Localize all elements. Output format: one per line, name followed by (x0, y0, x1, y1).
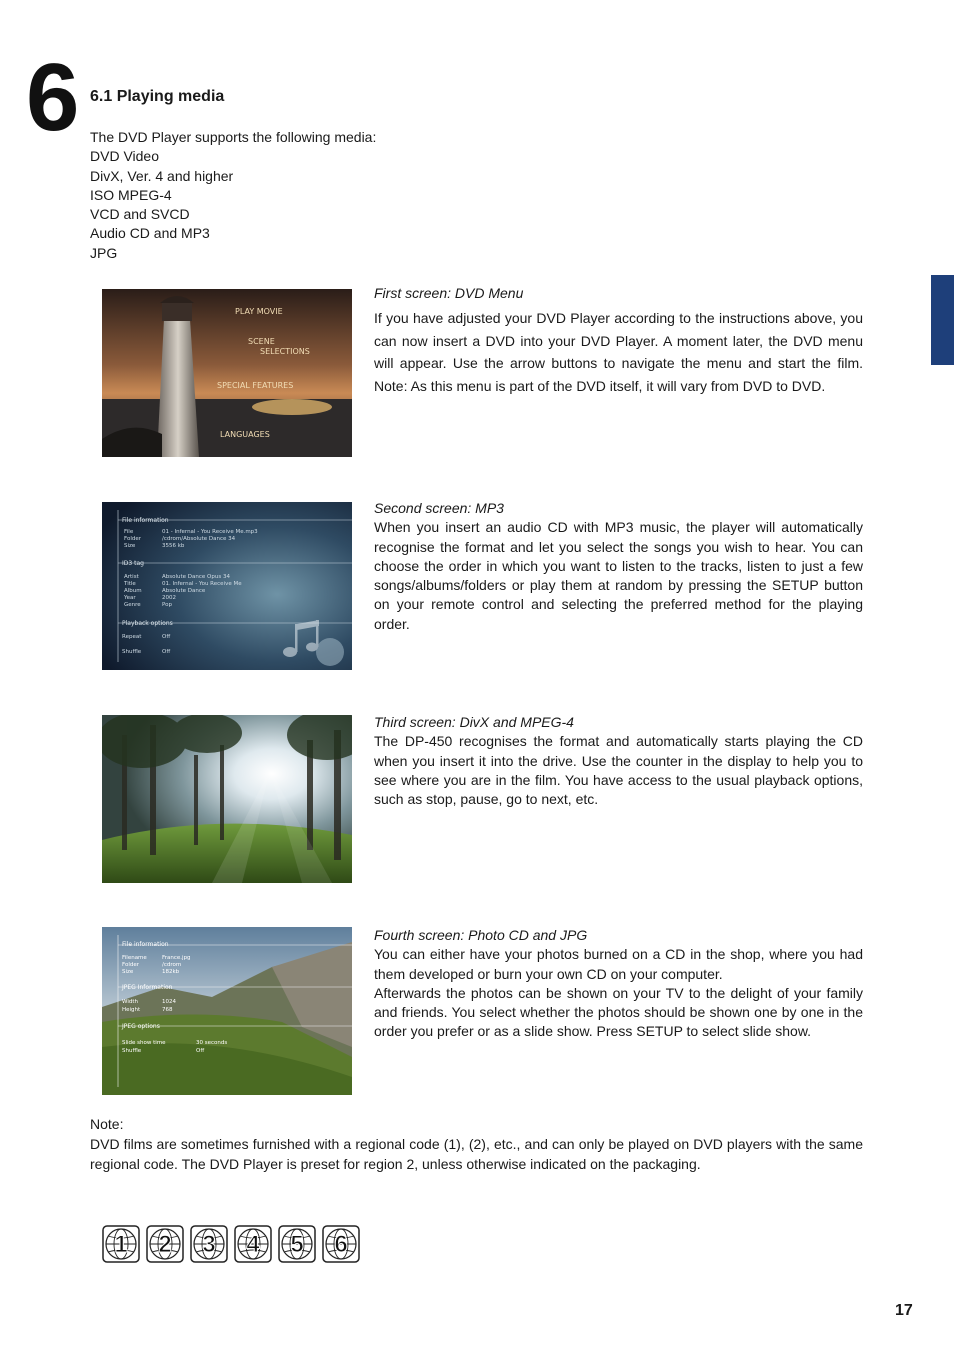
screen-caption: Second screen: MP3 (374, 500, 504, 516)
field-label: File (124, 529, 134, 535)
field-value: Off (162, 634, 171, 640)
field-value: Absolute Dance Opus 34 (162, 574, 230, 580)
field-label: Year (124, 595, 136, 601)
mp3-info-screen (102, 502, 352, 670)
field-label: Shuffle (122, 1048, 142, 1054)
screen-description-dvd (374, 284, 863, 397)
note-label: Note: (90, 1116, 124, 1132)
field-value: 2002 (162, 595, 176, 601)
media-item: VCD and SVCD (90, 206, 190, 223)
field-value: 182kb (162, 969, 180, 975)
field-label: Size (124, 543, 136, 549)
field-label: Artist (124, 574, 139, 580)
menu-play-movie: PLAY MOVIE (235, 307, 283, 316)
field-value: /cdrom/Absolute Dance 34 (162, 536, 236, 542)
region-5-globe-icon (278, 1225, 316, 1263)
field-value: France.jpg (162, 955, 191, 961)
field-label: Shuffle (122, 649, 142, 655)
field-label: Width (122, 999, 138, 1005)
field-label: Album (124, 588, 142, 594)
field-label: Title (124, 581, 136, 587)
screen-text: If you have adjusted your DVD Player according to the instructions above, you can now insert a DVD into your DVD Player. A moment later, the DVD menu will appear. Use the arrow buttons to navigate the menu and start the film. Note: As this menu is part of the DVD itself, it will vary from DVD to DVD. (374, 310, 863, 394)
chapter-number: 6 (26, 44, 78, 151)
menu-selections: SELECTIONS (260, 347, 310, 356)
jpg-screenshot (102, 927, 352, 1095)
field-value: 768 (162, 1007, 173, 1013)
intro-lead: The DVD Player supports the following media: (90, 129, 377, 145)
screen-text: The DP-450 recognises the format and automatically starts playing the CD when you insert it into the drive. Use the counter in the display to help you to see where you are in the film. You have access to the usual playback options, such as stop, pause, go to next, etc. (374, 733, 863, 808)
field-value: Off (162, 649, 171, 655)
screen-text: When you insert an audio CD with MP3 music, the player will automatically recognise the format and let you select the songs you wish to hear. You can choose the order in which you want to listen to the tracks, listen to just a few songs/albums/folders or play them at random by pressing the SETUP button on your remote control and selecting the preferred method for the playing order. (374, 519, 863, 632)
screen-description-mp3 (374, 499, 863, 634)
region-number: 5 (290, 1231, 304, 1258)
valley-photo-screen (102, 927, 352, 1095)
media-intro (90, 128, 376, 263)
media-item: DivX, Ver. 4 and higher (90, 167, 234, 184)
media-item: Audio CD and MP3 (90, 225, 210, 242)
field-label: Genre (124, 602, 141, 608)
mp3-screenshot (102, 502, 352, 670)
field-value: 01. Infernal - You Receive Me (162, 581, 242, 587)
region-4-globe-icon (234, 1225, 272, 1263)
region-2-globe-icon (146, 1225, 184, 1263)
region-3-globe-icon (190, 1225, 228, 1263)
region-6-globe-icon (322, 1225, 360, 1263)
divx-screenshot (102, 715, 352, 883)
section-title: 6.1 Playing media (90, 88, 225, 105)
field-value: 3556 kb (162, 543, 185, 549)
region-number: 1 (114, 1231, 128, 1258)
region-1-globe-icon (102, 1225, 140, 1263)
section-label: JPEG options (122, 1023, 160, 1030)
screen-description-jpg (374, 926, 863, 1042)
screen-caption: Fourth screen: Photo CD and JPG (374, 927, 588, 943)
screen-text: You can either have your photos burned on a CD in the shop, where you had them developed or burn your own CD on your computer. (374, 946, 863, 982)
screen-description-divx (374, 713, 863, 809)
menu-special-features: SPECIAL FEATURES (217, 381, 294, 390)
field-label: Size (122, 969, 134, 975)
field-value: 01 - Infernal - You Receive Me.mp3 (162, 529, 258, 535)
media-item: ISO MPEG-4 (90, 186, 172, 203)
dvd-menu-screenshot (102, 289, 352, 457)
section-label: ID3 tag (122, 560, 144, 567)
field-label: Slide show time (122, 1040, 166, 1046)
forest-image (102, 715, 352, 883)
field-value: 1024 (162, 999, 176, 1005)
field-label: Height (122, 1007, 141, 1013)
field-value: Pop (162, 602, 172, 608)
field-value: Absolute Dance (162, 588, 206, 594)
field-label: Folder (124, 536, 141, 542)
section-label: JPEG Information (122, 984, 173, 991)
region-code-icons (102, 1225, 360, 1265)
menu-languages: LANGUAGES (220, 430, 270, 439)
section-label: File information (122, 941, 169, 948)
menu-scene: SCENE (248, 337, 275, 346)
field-label: Filename (122, 955, 147, 961)
screen-caption: First screen: DVD Menu (374, 285, 524, 301)
chapter-side-tab (931, 275, 954, 365)
field-value: Off (196, 1048, 205, 1054)
lighthouse-image (102, 289, 352, 457)
note-text: DVD films are sometimes furnished with a regional code (1), (2), etc., and can only be played on DVD players with the same regional code. The DVD Player is preset for region 2, unless otherwise indicated on the packaging. (90, 1136, 863, 1172)
media-item: JPG (90, 244, 118, 261)
screen-caption: Third screen: DivX and MPEG-4 (374, 714, 574, 730)
region-number: 6 (334, 1231, 348, 1258)
region-note (90, 1114, 863, 1174)
field-value: /cdrom (162, 962, 182, 968)
region-number: 3 (202, 1231, 216, 1258)
section-label: Playback options (122, 620, 173, 627)
screen-text: Afterwards the photos can be shown on your TV to the delight of your family and friends. You select whether the photos should be shown one by one in the order you prefer or as a slide show. Press SETUP to select slide show. (374, 984, 863, 1040)
field-label: Repeat (122, 634, 142, 640)
page-number: 17 (895, 1302, 913, 1319)
region-number: 4 (246, 1231, 260, 1258)
field-value: 30 seconds (196, 1040, 228, 1046)
region-number: 2 (158, 1231, 172, 1258)
media-item: DVD Video (90, 148, 160, 165)
field-label: Folder (122, 962, 139, 968)
section-label: File information (122, 517, 169, 524)
